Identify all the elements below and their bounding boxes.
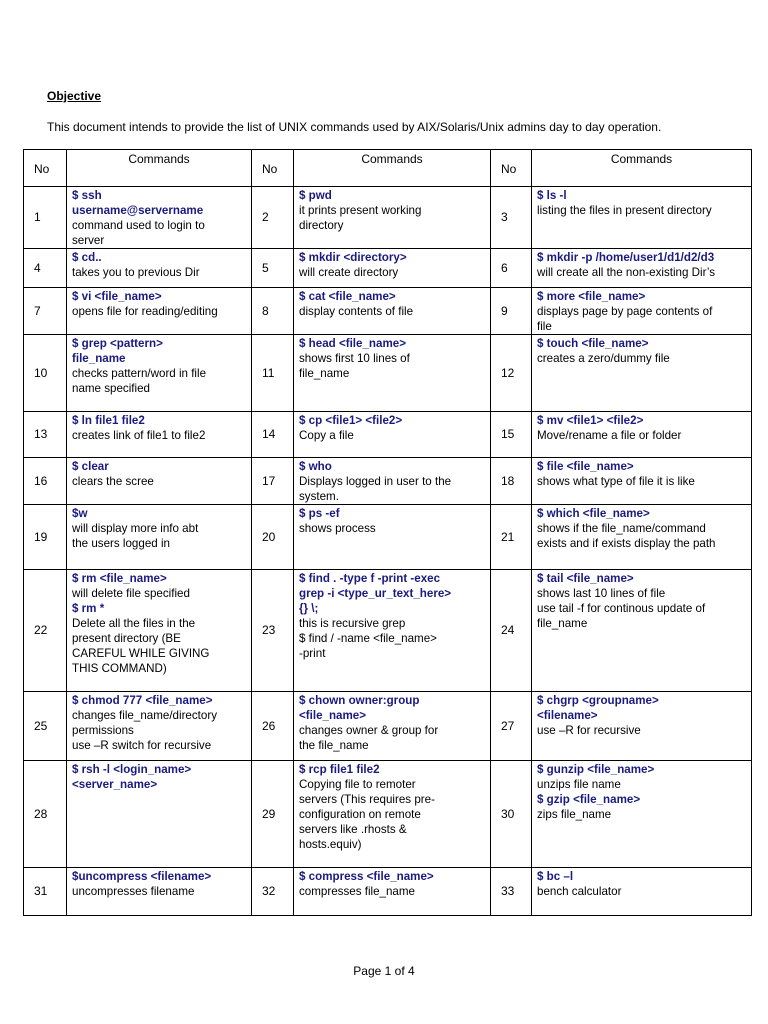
command-description: shows first 10 lines of bbox=[299, 352, 410, 365]
command-description: present directory (BE bbox=[72, 632, 181, 645]
commands-table bbox=[23, 149, 752, 916]
table-row bbox=[24, 458, 752, 505]
command-cell bbox=[67, 458, 252, 505]
command-description: it prints present working bbox=[299, 204, 422, 217]
command-syntax: $ mkdir <directory> bbox=[299, 251, 407, 264]
command-description: shows process bbox=[299, 522, 376, 535]
command-description: name specified bbox=[72, 382, 150, 395]
row-number: 16 bbox=[24, 458, 67, 505]
command-cell bbox=[294, 412, 491, 458]
command-description: servers like .rhosts & bbox=[299, 823, 407, 836]
command-description: Delete all the files in the bbox=[72, 617, 196, 630]
row-number: 14 bbox=[252, 412, 294, 458]
row-number: 20 bbox=[252, 505, 294, 570]
command-syntax: $ rcp file1 file2 bbox=[299, 763, 380, 776]
command-description: -print bbox=[299, 647, 326, 660]
command-description: will create all the non-existing Dir’s bbox=[537, 266, 716, 279]
command-syntax: <server_name> bbox=[72, 778, 158, 791]
command-description: checks pattern/word in file bbox=[72, 367, 207, 380]
command-syntax: $ tail <file_name> bbox=[537, 572, 634, 585]
command-description: will display more info abt bbox=[72, 522, 199, 535]
command-description: shows last 10 lines of file bbox=[537, 587, 666, 600]
row-number: 21 bbox=[491, 505, 532, 570]
row-number: 3 bbox=[491, 187, 532, 249]
command-description: uncompresses filename bbox=[72, 885, 195, 898]
command-syntax: file_name bbox=[72, 352, 126, 365]
table-row bbox=[24, 505, 752, 570]
command-syntax: $ grep <pattern> bbox=[72, 337, 163, 350]
command-cell bbox=[294, 868, 491, 916]
command-cell bbox=[532, 335, 752, 412]
row-number: 13 bbox=[24, 412, 67, 458]
command-description: Displays logged in user to the bbox=[299, 475, 452, 488]
command-syntax: $ vi <file_name> bbox=[72, 290, 162, 303]
row-number: 32 bbox=[252, 868, 294, 916]
command-syntax: $ find . -type f -print -exec bbox=[299, 572, 441, 585]
command-syntax: $ ssh bbox=[72, 189, 102, 202]
row-number: 19 bbox=[24, 505, 67, 570]
command-syntax: $ chmod 777 <file_name> bbox=[72, 694, 213, 707]
command-syntax: $ cd.. bbox=[72, 251, 102, 264]
command-cell bbox=[67, 249, 252, 288]
command-cell bbox=[532, 288, 752, 335]
intro-paragraph: This document intends to provide the list of UNIX commands used by AIX/Solaris/Unix admins day to day operation. bbox=[47, 120, 662, 134]
command-syntax: $ ln file1 file2 bbox=[72, 414, 145, 427]
command-description: shows what type of file it is like bbox=[537, 475, 695, 488]
command-syntax: $ rm * bbox=[72, 602, 105, 615]
command-cell bbox=[532, 458, 752, 505]
row-number: 27 bbox=[491, 692, 532, 761]
command-syntax: $ compress <file_name> bbox=[299, 870, 434, 883]
command-syntax: $w bbox=[72, 507, 88, 520]
command-syntax: $ cat <file_name> bbox=[299, 290, 396, 303]
command-syntax: $ gzip <file_name> bbox=[537, 793, 641, 806]
row-number: 24 bbox=[491, 570, 532, 692]
command-cell bbox=[67, 868, 252, 916]
command-description: hosts.equiv) bbox=[299, 838, 362, 851]
command-cell bbox=[294, 335, 491, 412]
row-number: 5 bbox=[252, 249, 294, 288]
command-description: will delete file specified bbox=[72, 587, 190, 600]
command-cell bbox=[294, 288, 491, 335]
command-cell bbox=[67, 505, 252, 570]
command-syntax: $ ls -l bbox=[537, 189, 567, 202]
row-number: 9 bbox=[491, 288, 532, 335]
table-row bbox=[24, 570, 752, 692]
command-syntax: $ file <file_name> bbox=[537, 460, 634, 473]
row-number: 22 bbox=[24, 570, 67, 692]
command-cell bbox=[294, 458, 491, 505]
command-cell bbox=[294, 187, 491, 249]
table-row bbox=[24, 868, 752, 916]
command-cell bbox=[67, 692, 252, 761]
row-number: 33 bbox=[491, 868, 532, 916]
command-description: use –R for recursive bbox=[537, 724, 641, 737]
command-syntax: $ more <file_name> bbox=[537, 290, 646, 303]
command-cell bbox=[532, 692, 752, 761]
row-number: 11 bbox=[252, 335, 294, 412]
command-cell bbox=[67, 187, 252, 249]
row-number: 25 bbox=[24, 692, 67, 761]
command-description: the users logged in bbox=[72, 537, 170, 550]
command-description: exists and if exists display the path bbox=[537, 537, 716, 550]
command-cell bbox=[532, 412, 752, 458]
command-description: changes file_name/directory bbox=[72, 709, 218, 722]
header-commands: Commands bbox=[294, 150, 491, 187]
row-number: 17 bbox=[252, 458, 294, 505]
command-description: will create directory bbox=[299, 266, 399, 279]
header-no: No bbox=[491, 150, 532, 187]
command-description: zips file_name bbox=[537, 808, 612, 821]
command-cell bbox=[532, 505, 752, 570]
command-cell bbox=[294, 505, 491, 570]
command-cell bbox=[67, 570, 252, 692]
command-description: takes you to previous Dir bbox=[72, 266, 200, 279]
header-no: No bbox=[252, 150, 294, 187]
command-syntax: {} \; bbox=[299, 602, 319, 615]
command-description: command used to login to bbox=[72, 219, 205, 232]
command-syntax: $ cp <file1> <file2> bbox=[299, 414, 403, 427]
command-syntax: $ clear bbox=[72, 460, 109, 473]
row-number: 30 bbox=[491, 761, 532, 868]
row-number: 18 bbox=[491, 458, 532, 505]
table-row bbox=[24, 761, 752, 868]
table-row bbox=[24, 692, 752, 761]
command-description: server bbox=[72, 234, 105, 247]
command-description: creates a zero/dummy file bbox=[537, 352, 670, 365]
row-number: 6 bbox=[491, 249, 532, 288]
command-syntax: $ which <file_name> bbox=[537, 507, 650, 520]
command-description: file_name bbox=[537, 617, 588, 630]
command-cell bbox=[532, 570, 752, 692]
command-description: $ find / -name <file_name> bbox=[299, 632, 437, 645]
header-commands: Commands bbox=[67, 150, 252, 187]
command-description: use tail -f for continous update of bbox=[537, 602, 706, 615]
row-number: 4 bbox=[24, 249, 67, 288]
page-footer: Page 1 of 4 bbox=[353, 964, 415, 978]
command-syntax: $ pwd bbox=[299, 189, 332, 202]
command-description: listing the files in present directory bbox=[537, 204, 712, 217]
command-cell bbox=[67, 288, 252, 335]
command-description: file bbox=[537, 320, 552, 333]
command-description: directory bbox=[299, 219, 344, 232]
command-description: configuration on remote bbox=[299, 808, 421, 821]
command-description: system. bbox=[299, 490, 339, 503]
command-syntax: $ head <file_name> bbox=[299, 337, 406, 350]
row-number: 15 bbox=[491, 412, 532, 458]
command-syntax: $ rsh -l <login_name> bbox=[72, 763, 192, 776]
command-cell bbox=[67, 761, 252, 868]
command-syntax: <filename> bbox=[537, 709, 598, 722]
row-number: 12 bbox=[491, 335, 532, 412]
row-number: 28 bbox=[24, 761, 67, 868]
command-description: use –R switch for recursive bbox=[72, 739, 212, 752]
command-description: THIS COMMAND) bbox=[72, 662, 167, 675]
command-syntax: $ touch <file_name> bbox=[537, 337, 649, 350]
command-syntax: $ bc –l bbox=[537, 870, 574, 883]
table-row bbox=[24, 412, 752, 458]
command-cell bbox=[294, 249, 491, 288]
command-syntax: $ chgrp <groupname> bbox=[537, 694, 659, 707]
command-syntax: $ who bbox=[299, 460, 332, 473]
table-row bbox=[24, 288, 752, 335]
command-description: this is recursive grep bbox=[299, 617, 406, 630]
command-syntax: $ mkdir -p /home/user1/d1/d2/d3 bbox=[537, 251, 715, 264]
command-cell bbox=[294, 761, 491, 868]
objective-heading: Objective bbox=[47, 89, 102, 103]
command-cell bbox=[294, 570, 491, 692]
command-description: compresses file_name bbox=[299, 885, 415, 898]
command-cell bbox=[532, 187, 752, 249]
row-number: 2 bbox=[252, 187, 294, 249]
command-syntax: $ ps -ef bbox=[299, 507, 340, 520]
row-number: 7 bbox=[24, 288, 67, 335]
row-number: 26 bbox=[252, 692, 294, 761]
header-no: No bbox=[24, 150, 67, 187]
command-description: file_name bbox=[299, 367, 350, 380]
command-description: bench calculator bbox=[537, 885, 622, 898]
header-commands: Commands bbox=[532, 150, 752, 187]
command-description: the file_name bbox=[299, 739, 369, 752]
command-syntax: $ rm <file_name> bbox=[72, 572, 167, 585]
row-number: 29 bbox=[252, 761, 294, 868]
command-description: CAREFUL WHILE GIVING bbox=[72, 647, 210, 660]
command-cell bbox=[532, 761, 752, 868]
command-syntax: $uncompress <filename> bbox=[72, 870, 212, 883]
command-description: servers (This requires pre- bbox=[299, 793, 435, 806]
command-description: changes owner & group for bbox=[299, 724, 439, 737]
row-number: 23 bbox=[252, 570, 294, 692]
command-cell bbox=[532, 249, 752, 288]
row-number: 1 bbox=[24, 187, 67, 249]
command-syntax: $ mv <file1> <file2> bbox=[537, 414, 644, 427]
row-number: 10 bbox=[24, 335, 67, 412]
command-description: Copy a file bbox=[299, 429, 354, 442]
commands-table-body bbox=[24, 150, 752, 916]
command-description: Move/rename a file or folder bbox=[537, 429, 682, 442]
command-description: shows if the file_name/command bbox=[537, 522, 706, 535]
command-cell bbox=[532, 868, 752, 916]
command-description: clears the scree bbox=[72, 475, 154, 488]
command-syntax: username@servername bbox=[72, 204, 204, 217]
command-syntax: <file_name> bbox=[299, 709, 367, 722]
command-syntax: $ gunzip <file_name> bbox=[537, 763, 655, 776]
command-syntax: $ chown owner:group bbox=[299, 694, 420, 707]
command-description: opens file for reading/editing bbox=[72, 305, 218, 318]
command-description: display contents of file bbox=[299, 305, 414, 318]
row-number: 8 bbox=[252, 288, 294, 335]
command-cell bbox=[67, 412, 252, 458]
command-cell bbox=[294, 692, 491, 761]
table-row bbox=[24, 335, 752, 412]
table-header-row bbox=[24, 150, 752, 187]
command-syntax: grep -i <type_ur_text_here> bbox=[299, 587, 452, 600]
row-number: 31 bbox=[24, 868, 67, 916]
command-description: permissions bbox=[72, 724, 134, 737]
command-description: Copying file to remoter bbox=[299, 778, 416, 791]
command-description: creates link of file1 to file2 bbox=[72, 429, 206, 442]
command-description: displays page by page contents of bbox=[537, 305, 713, 318]
table-row bbox=[24, 249, 752, 288]
command-description: unzips file name bbox=[537, 778, 621, 791]
table-row bbox=[24, 187, 752, 249]
command-cell bbox=[67, 335, 252, 412]
